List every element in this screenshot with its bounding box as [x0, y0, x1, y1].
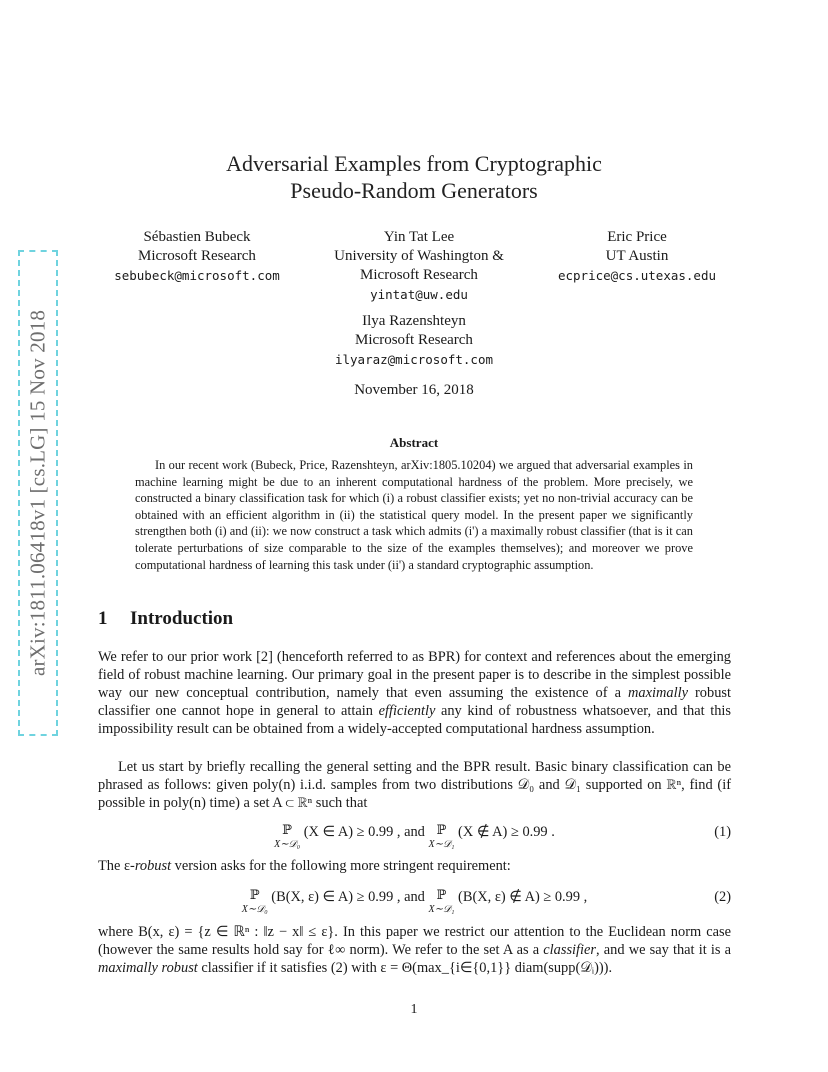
arxiv-id: arXiv:1811.06418v1 [cs.LG] 15 Nov 2018 — [25, 309, 50, 677]
author-affiliation: Microsoft Research — [355, 332, 473, 348]
author-affiliation: University of Washington & — [334, 248, 504, 264]
paragraph — [98, 923, 731, 977]
text-run: any kind of robustness whatsoever, and that this impossibility result can be obtained from a widely-accepted computational hardness assumption. — [98, 703, 732, 737]
title-line-1: Adversarial Examples from Cryptographic — [226, 151, 602, 176]
prob-symbol: ℙ — [436, 823, 447, 838]
prob-symbol: ℙ — [436, 888, 447, 903]
title-line-2: Pseudo-Random Generators — [290, 178, 538, 203]
author-affiliation: Microsoft Research — [360, 267, 478, 283]
author-block — [96, 228, 298, 285]
prob-subscript: X∼𝒟₁ — [428, 904, 455, 915]
equation-2 — [98, 885, 731, 925]
text-run: We refer to our prior work [2] (henceforth referred to as BPR) for context and references about the emerging field of robust machine learning. Our primary goal in the present paper is to describe in the simplest possible way our new conceptual contribution, namely that even assuming the existence of a — [98, 649, 731, 701]
author-name: Yin Tat Lee — [383, 229, 455, 245]
page-number: 1 — [410, 1002, 418, 1017]
equation-term: (B(X, ε) ∈ A) ≥ 0.99 , and — [271, 889, 429, 905]
equation-term: (B(X, ε) ∉ A) ≥ 0.99 , — [458, 889, 588, 905]
probability-operator — [428, 889, 454, 915]
author-block — [313, 312, 515, 369]
prob-subscript: X∼𝒟₀ — [274, 839, 301, 850]
author-block — [318, 228, 520, 304]
prob-symbol: ℙ — [249, 888, 260, 903]
equation-number: (1) — [714, 824, 731, 840]
author-name: Sébastien Bubeck — [143, 229, 251, 245]
emphasis: maximally — [628, 685, 688, 701]
prob-subscript: X∼𝒟₀ — [241, 904, 268, 915]
text-run: version asks for the following more stringent requirement: — [171, 858, 511, 874]
equation-term: (X ∈ A) ≥ 0.99 , and — [303, 824, 429, 840]
author-affiliation: UT Austin — [605, 248, 669, 264]
probability-operator — [428, 824, 454, 850]
paper-title — [150, 150, 678, 204]
author-email: yintat@uw.edu — [370, 287, 468, 302]
text-run: The ε- — [98, 858, 135, 874]
equation-body — [98, 824, 731, 850]
paper-date: November 16, 2018 — [354, 382, 474, 398]
paragraph — [98, 857, 731, 875]
emphasis: robust — [134, 858, 172, 874]
emphasis: maximally robust — [98, 960, 198, 976]
prob-symbol: ℙ — [282, 823, 293, 838]
equation-1 — [98, 820, 731, 860]
text-run: classifier if it satisfies (2) with ε = Θ(max_{i∈{0,1}} diam(supp(𝒟ᵢ))). — [197, 960, 613, 976]
prob-subscript: X∼𝒟₁ — [428, 839, 455, 850]
text-run: where B(x, ε) = {z ∈ ℝⁿ : ‖z − x‖ ≤ ε}. In this paper we restrict our attention to the Euclidean norm case (however the same results hold say for ℓ∞ norm). We refer to the set A as a — [98, 924, 731, 958]
abstract-heading: Abstract — [389, 435, 439, 450]
emphasis: classifier — [543, 942, 597, 958]
section-title: Introduction — [130, 608, 234, 629]
equation-term: (X ∉ A) ≥ 0.99 . — [458, 824, 555, 840]
author-email: ilyaraz@microsoft.com — [334, 352, 494, 367]
probability-operator — [274, 824, 300, 850]
author-email: ecprice@cs.utexas.edu — [557, 268, 717, 283]
section-number: 1 — [98, 608, 108, 629]
equation-body — [98, 889, 731, 915]
arxiv-stamp — [18, 250, 58, 736]
author-email: sebubeck@microsoft.com — [114, 268, 280, 283]
probability-operator — [242, 889, 268, 915]
text-run: , and we say that it is a — [596, 942, 731, 958]
author-name: Eric Price — [607, 229, 667, 245]
emphasis: efficiently — [378, 703, 436, 719]
paragraph: Let us start by briefly recalling the general setting and the BPR result. Basic binary classification can be phrased as follows: given poly(n) i.i.d. samples from two distributions 𝒟₀ and 𝒟₁ supported on ℝⁿ, find (if possible in poly(n) time) a set A ⊂ ℝⁿ such that — [98, 759, 731, 811]
author-name: Ilya Razenshteyn — [362, 313, 466, 329]
abstract-text: In our recent work (Bubeck, Price, Razenshteyn, arXiv:1805.10204) we argued that adversarial examples in machine learning might be due to an inherent computational hardness of the problem. More precisely, we constructed a binary classification task for which (i) a robust classifier exists; yet no non-trivial accuracy can be obtained with an efficient algorithm in (ii) the statistical query model. In the present paper we significantly strengthen both (i) and (ii): we now construct a task which admits (i') a maximally robust classifier (that is it can tolerate perturbations of size comparable to the size of the examples themselves); and moreover we prove computational hardness of learning this task under (ii') a standard cryptographic assumption. — [135, 458, 693, 572]
author-affiliation: Microsoft Research — [138, 248, 256, 264]
author-block — [536, 228, 738, 285]
equation-number: (2) — [714, 889, 731, 905]
paragraph — [98, 648, 731, 738]
section-heading — [98, 608, 233, 630]
text-run: robust classifier one cannot hope in general to attain — [98, 685, 731, 719]
